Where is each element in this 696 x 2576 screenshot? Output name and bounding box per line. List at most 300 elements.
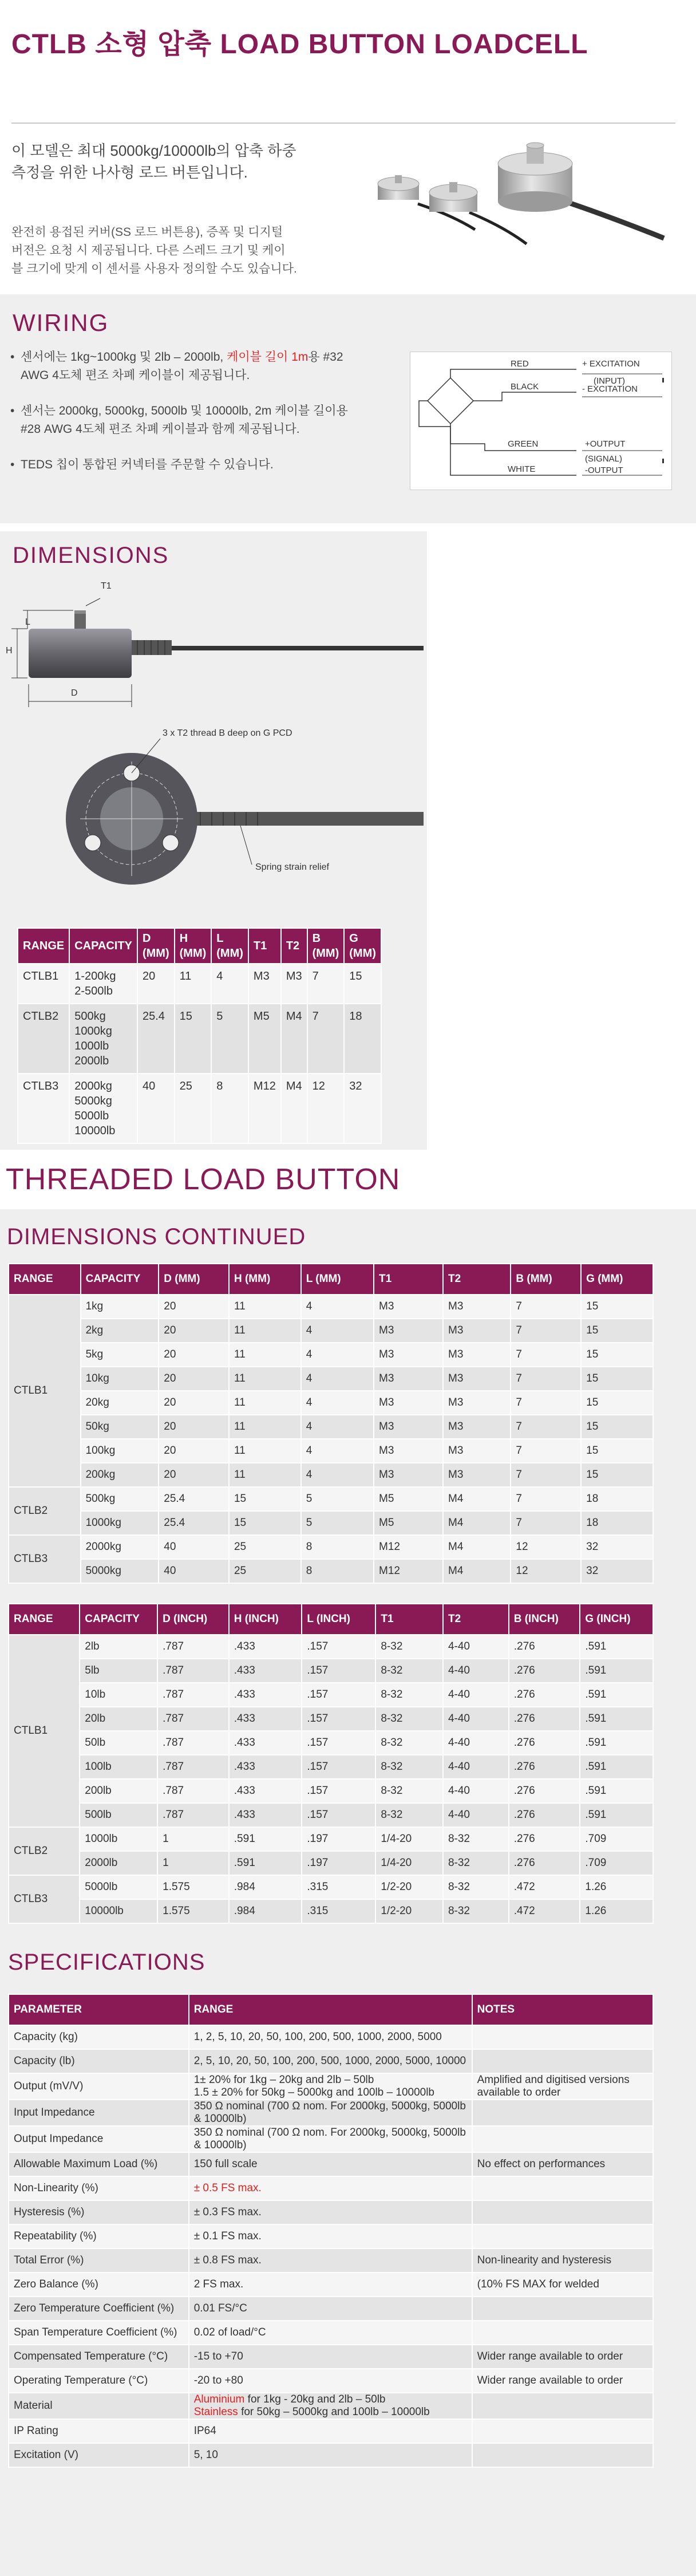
table-cell: 15 (581, 1439, 653, 1463)
table-header-cell: T1 (375, 1604, 443, 1635)
table-header-cell: H (MM) (175, 928, 212, 964)
table-cell: 18 (344, 1004, 381, 1074)
table-cell: 8-32 (375, 1779, 443, 1803)
table-header-cell: G (INCH) (580, 1604, 653, 1635)
table-cell: .276 (509, 1683, 580, 1707)
table-header-cell: RANGE (189, 1994, 472, 2025)
table-cell: .787 (157, 1755, 229, 1779)
spec-row (9, 2224, 653, 2248)
table-cell: 8-32 (375, 1635, 443, 1659)
range-group-cell: CTLB3 (9, 1535, 81, 1583)
table-cell: M3 (374, 1367, 443, 1391)
spec-range: 0.02 of load/°C (189, 2321, 472, 2345)
table-row (9, 1511, 653, 1535)
table-row (9, 1899, 653, 1923)
product-photo (366, 135, 687, 261)
table-cell: 2000lb (80, 1851, 157, 1875)
table-cell: M3 (443, 1391, 511, 1415)
table-cell: 1000lb (80, 1827, 157, 1851)
table-cell: .591 (229, 1851, 302, 1875)
table-cell: .787 (157, 1779, 229, 1803)
spec-parameter: Hysteresis (%) (9, 2200, 189, 2224)
table-cell: 20 (159, 1463, 229, 1487)
table-row (9, 1343, 653, 1367)
table-cell: .157 (302, 1683, 375, 1707)
table-header-cell: L (INCH) (302, 1604, 375, 1635)
spec-notes (472, 2126, 653, 2152)
table-cell: 7 (307, 1004, 345, 1074)
table-cell: 4-40 (443, 1755, 509, 1779)
table-cell: .433 (229, 1635, 302, 1659)
table-cell: M4 (281, 1074, 307, 1143)
table-cell: .433 (229, 1731, 302, 1755)
table-cell: M12 (248, 1074, 281, 1143)
table-cell: 50lb (80, 1731, 157, 1755)
table-cell: .787 (157, 1635, 229, 1659)
table-cell: 20 (159, 1295, 229, 1319)
table-row (9, 1731, 653, 1755)
table-cell: 7 (511, 1319, 581, 1343)
table-cell: 25.4 (137, 1004, 175, 1074)
table-cell: M12 (374, 1535, 443, 1559)
table-cell: 4 (301, 1415, 374, 1439)
dimensions-heading: DIMENSIONS (13, 543, 169, 568)
spec-row (9, 2100, 653, 2126)
table-header-row (9, 1994, 653, 2025)
table-cell: 10000lb (80, 1899, 157, 1923)
table-cell: 500lb (80, 1803, 157, 1827)
table-cell: 5000kg (81, 1559, 159, 1583)
range-group-cell: CTLB1 (9, 1635, 80, 1827)
table-cell: .433 (229, 1779, 302, 1803)
table-cell: .157 (302, 1803, 375, 1827)
table-cell: .276 (509, 1851, 580, 1875)
table-cell: 2lb (80, 1635, 157, 1659)
spec-parameter: Allowable Maximum Load (%) (9, 2152, 189, 2176)
spec-row (9, 2321, 653, 2345)
table-cell: 7 (511, 1487, 581, 1511)
table-cell: 1.26 (580, 1875, 653, 1899)
table-cell: 7 (307, 964, 345, 1004)
table-cell: .433 (229, 1755, 302, 1779)
spec-parameter: Total Error (%) (9, 2248, 189, 2273)
spec-highlight: Aluminium (193, 2393, 245, 2405)
table-cell: M3 (443, 1367, 511, 1391)
table-cell: 2000kg (81, 1535, 159, 1559)
table-row (9, 1875, 653, 1899)
threaded-heading: THREADED LOAD BUTTON (6, 1163, 401, 1196)
table-cell: .315 (302, 1899, 375, 1923)
table-cell: 20 (137, 964, 175, 1004)
table-cell: 1.575 (157, 1899, 229, 1923)
table-cell: 20kg (81, 1391, 159, 1415)
table-row (9, 1463, 653, 1487)
intro-detail (11, 223, 297, 278)
label-d: D (71, 688, 78, 698)
table-cell: .591 (580, 1707, 653, 1731)
t1-stud (74, 613, 86, 629)
table-header-cell: D (INCH) (157, 1604, 229, 1635)
spec-parameter: Zero Balance (%) (9, 2273, 189, 2297)
table-cell: 20 (159, 1439, 229, 1463)
table-cell: 15 (581, 1367, 653, 1391)
table-cell: 12 (307, 1074, 345, 1143)
table-row (9, 1659, 653, 1683)
spec-parameter: Input Impedance (9, 2100, 189, 2126)
table-cell: 11 (229, 1343, 301, 1367)
table-cell: 20lb (80, 1707, 157, 1731)
table-cell: 12 (511, 1535, 581, 1559)
table-cell: M3 (443, 1295, 511, 1319)
table-header-cell: RANGE (9, 1604, 80, 1635)
table-cell: .591 (580, 1755, 653, 1779)
table-cell: .157 (302, 1659, 375, 1683)
table-cell: M3 (374, 1295, 443, 1319)
table-cell: M3 (374, 1391, 443, 1415)
wiring-heading: WIRING (13, 309, 109, 336)
table-row (9, 1319, 653, 1343)
table-cell: 1/2-20 (375, 1875, 443, 1899)
table-cell: 7 (511, 1463, 581, 1487)
spec-parameter: Zero Temperature Coefficient (%) (9, 2297, 189, 2321)
spec-row (9, 2025, 653, 2049)
spec-highlight: Stainless (193, 2406, 238, 2418)
table-cell: .709 (580, 1827, 653, 1851)
table-cell: .472 (509, 1899, 580, 1923)
table-cell: 15 (229, 1511, 301, 1535)
table-row (9, 1803, 653, 1827)
table-cell: M12 (374, 1559, 443, 1583)
table-cell: M3 (374, 1415, 443, 1439)
table-cell: 15 (175, 1004, 212, 1074)
spec-notes: Non-linearity and hysteresis (472, 2248, 653, 2273)
spec-parameter: Capacity (kg) (9, 2025, 189, 2049)
table-cell: .591 (580, 1635, 653, 1659)
spec-parameter: Repeatability (%) (9, 2224, 189, 2248)
intro-detail-line: 블 크기에 맞게 이 센서를 사용자 정의할 수도 있습니다. (11, 262, 297, 275)
table-cell: 8-32 (443, 1875, 509, 1899)
table-cell: 1.26 (580, 1899, 653, 1923)
table-cell: 200lb (80, 1779, 157, 1803)
spec-row (9, 2200, 653, 2224)
table-cell: 40 (159, 1535, 229, 1559)
table-header-cell: L (MM) (211, 928, 248, 964)
table-cell: 4 (301, 1295, 374, 1319)
table-cell: .787 (157, 1731, 229, 1755)
dim-cont-heading: DIMENSIONS CONTINUED (7, 1224, 306, 1249)
table-cell: M3 (248, 964, 281, 1004)
table-cell: 7 (511, 1295, 581, 1319)
table-header-cell: RANGE (18, 928, 69, 964)
spec-notes (472, 2224, 653, 2248)
table-cell: CTLB1 (18, 964, 69, 1004)
label-h: H (6, 646, 13, 656)
table-cell: 7 (511, 1391, 581, 1415)
table-cell: 11 (229, 1415, 301, 1439)
table-row (9, 1535, 653, 1559)
table-cell: 4 (301, 1439, 374, 1463)
table-cell: .157 (302, 1731, 375, 1755)
table-cell: 7 (511, 1439, 581, 1463)
spec-range: 5, 10 (189, 2443, 472, 2467)
table-cell: 10kg (81, 1367, 159, 1391)
table-header-cell: RANGE (9, 1264, 81, 1295)
table-cell: 100lb (80, 1755, 157, 1779)
table-cell: 1-200kg 2-500lb (69, 964, 137, 1004)
spec-row (9, 2073, 653, 2100)
dimensions-table (17, 928, 382, 1144)
table-row (18, 1074, 381, 1143)
spec-parameter: Non-Linearity (%) (9, 2176, 189, 2200)
spec-parameter: Span Temperature Coefficient (%) (9, 2321, 189, 2345)
table-cell: M4 (443, 1487, 511, 1511)
table-cell: 1 (157, 1851, 229, 1875)
table-cell: M3 (443, 1343, 511, 1367)
table-cell: 4 (301, 1343, 374, 1367)
table-header-cell: H (INCH) (229, 1604, 302, 1635)
spec-row (9, 2176, 653, 2200)
table-cell: .276 (509, 1779, 580, 1803)
table-cell: 32 (581, 1535, 653, 1559)
table-cell: 8-32 (375, 1683, 443, 1707)
input-label: (INPUT) (594, 376, 625, 386)
wiring-diagram (410, 352, 672, 490)
spec-notes: Wider range available to order (472, 2345, 653, 2369)
table-cell: 7 (511, 1343, 581, 1367)
table-cell: 11 (229, 1319, 301, 1343)
table-header-cell: D (MM) (137, 928, 175, 964)
spec-parameter: Capacity (lb) (9, 2049, 189, 2073)
table-cell: 4 (301, 1319, 374, 1343)
intro-lead (11, 140, 296, 183)
table-cell: 25 (229, 1559, 301, 1583)
table-cell: 11 (229, 1295, 301, 1319)
range-group-cell: CTLB3 (9, 1875, 80, 1923)
table-cell: 18 (581, 1511, 653, 1535)
wire-green-label: GREEN (508, 439, 539, 449)
exc-pos-label: + EXCITATION (582, 359, 640, 369)
spec-range: 2, 5, 10, 20, 50, 100, 200, 500, 1000, 2000, 5000, 10000 (189, 2049, 472, 2073)
table-cell: 100kg (81, 1439, 159, 1463)
table-header-cell: B (MM) (511, 1264, 581, 1295)
table-cell: .276 (509, 1755, 580, 1779)
spec-row (9, 2152, 653, 2176)
spec-range: 1± 20% for 1kg – 20kg and 2lb – 50lb 1.5 ± 20% for 50kg – 5000kg and 100lb – 10000lb (189, 2073, 472, 2100)
table-cell: 11 (229, 1439, 301, 1463)
table-cell: 2000kg 5000kg 5000lb 10000lb (69, 1074, 137, 1143)
table-cell: 25 (229, 1535, 301, 1559)
table-cell: 25 (175, 1074, 212, 1143)
table-cell: M4 (443, 1535, 511, 1559)
table-cell: 1/4-20 (375, 1827, 443, 1851)
table-cell: 20 (159, 1319, 229, 1343)
spec-notes (472, 2419, 653, 2443)
intro-detail-line: 버전은 요청 시 제공됩니다. 다른 스레드 크기 및 케이 (11, 244, 286, 257)
table-header-cell: T2 (281, 928, 307, 964)
table-cell: .276 (509, 1659, 580, 1683)
table-cell: 25.4 (159, 1511, 229, 1535)
spec-parameter: Output Impedance (9, 2126, 189, 2152)
table-cell: 4-40 (443, 1683, 509, 1707)
table-cell: 4-40 (443, 1707, 509, 1731)
table-cell: M3 (374, 1343, 443, 1367)
table-cell: M5 (374, 1487, 443, 1511)
spec-parameter: Compensated Temperature (°C) (9, 2345, 189, 2369)
table-cell: 200kg (81, 1463, 159, 1487)
table-cell: 12 (511, 1559, 581, 1583)
table-header-cell: T1 (374, 1264, 443, 1295)
table-cell: .157 (302, 1635, 375, 1659)
table-cell: M3 (443, 1415, 511, 1439)
table-cell: .315 (302, 1875, 375, 1899)
range-group-cell: CTLB1 (9, 1295, 81, 1487)
table-cell: 5kg (81, 1343, 159, 1367)
table-cell: 11 (229, 1463, 301, 1487)
table-cell: .472 (509, 1875, 580, 1899)
spec-parameter: Operating Temperature (°C) (9, 2369, 189, 2393)
table-header-cell: L (MM) (301, 1264, 374, 1295)
table-cell: 4-40 (443, 1659, 509, 1683)
table-cell: 4 (301, 1367, 374, 1391)
table-cell: 8-32 (443, 1899, 509, 1923)
table-cell: 8-32 (375, 1731, 443, 1755)
table-header-cell: CAPACITY (81, 1264, 159, 1295)
table-cell: 40 (137, 1074, 175, 1143)
table-cell: .591 (229, 1827, 302, 1851)
table-header-cell: B (INCH) (509, 1604, 580, 1635)
table-cell: 1kg (81, 1295, 159, 1319)
table-cell: 15 (344, 964, 381, 1004)
table-cell: 15 (581, 1295, 653, 1319)
table-cell: .787 (157, 1707, 229, 1731)
table-cell: .276 (509, 1707, 580, 1731)
spec-range (189, 2393, 472, 2419)
table-cell: 11 (229, 1391, 301, 1415)
spec-parameter: Material (9, 2393, 189, 2419)
spec-row (9, 2345, 653, 2369)
table-cell: 5lb (80, 1659, 157, 1683)
spec-range: 2 FS max. (189, 2273, 472, 2297)
table-cell: 20 (159, 1415, 229, 1439)
table-cell: .157 (302, 1755, 375, 1779)
table-cell: .591 (580, 1803, 653, 1827)
table-cell: 8 (301, 1535, 374, 1559)
table-row (9, 1439, 653, 1463)
spec-row (9, 2419, 653, 2443)
table-cell: 5 (211, 1004, 248, 1074)
spec-parameter: IP Rating (9, 2419, 189, 2443)
table-header-cell: CAPACITY (69, 928, 137, 964)
table-cell: .276 (509, 1731, 580, 1755)
table-cell: M3 (443, 1439, 511, 1463)
spec-parameter: Excitation (V) (9, 2443, 189, 2467)
table-cell: 4 (211, 964, 248, 1004)
table-cell: 8 (301, 1559, 374, 1583)
spec-notes: No effect on performances (472, 2152, 653, 2176)
exc-neg-label: - EXCITATION (582, 384, 638, 394)
spec-range: 350 Ω nominal (700 Ω nom. For 2000kg, 5000kg, 5000lb & 10000lb) (189, 2100, 472, 2126)
table-row (9, 1415, 653, 1439)
table-cell: 5 (301, 1511, 374, 1535)
table-row (9, 1295, 653, 1319)
signal-label: (SIGNAL) (585, 454, 623, 464)
table-cell: 10lb (80, 1683, 157, 1707)
specs-heading: SPECIFICATIONS (8, 1950, 205, 1975)
table-cell: 2kg (81, 1319, 159, 1343)
table-cell: 15 (581, 1415, 653, 1439)
wiring-text: 센서에는 1kg~1000kg 및 2lb – 2000lb, (21, 350, 227, 364)
table-header-cell: B (MM) (307, 928, 345, 964)
table-cell: M3 (443, 1319, 511, 1343)
table-header-row (9, 1604, 653, 1635)
table-cell: 1 (157, 1827, 229, 1851)
body-side (29, 629, 132, 678)
spec-text: for 50kg – 5000kg and 100lb – 10000lb (238, 2406, 430, 2418)
table-cell: M3 (374, 1463, 443, 1487)
table-cell: 25.4 (159, 1487, 229, 1511)
table-cell: .709 (580, 1851, 653, 1875)
table-row (9, 1683, 653, 1707)
table-cell: 500kg (81, 1487, 159, 1511)
table-cell: M3 (281, 964, 307, 1004)
spec-text: for 1kg - 20kg and 2lb – 50lb (244, 2393, 386, 2405)
table-cell: .197 (302, 1827, 375, 1851)
range-group-cell: CTLB2 (9, 1487, 81, 1535)
label-l: L (25, 617, 30, 627)
table-cell: 32 (581, 1559, 653, 1583)
intro-detail-line: 완전히 용접된 커버(SS 로드 버튼용), 증폭 및 디지털 (11, 226, 283, 239)
table-cell: .197 (302, 1851, 375, 1875)
table-cell: 4-40 (443, 1779, 509, 1803)
spec-parameter: Output (mV/V) (9, 2073, 189, 2100)
table-row (9, 1827, 653, 1851)
spec-range: 0.01 FS/°C (189, 2297, 472, 2321)
table-cell: M5 (374, 1511, 443, 1535)
table-cell: .433 (229, 1803, 302, 1827)
wire-red-label: RED (511, 359, 529, 369)
spec-range: ± 0.8 FS max. (189, 2248, 472, 2273)
table-cell: 40 (159, 1559, 229, 1583)
spec-range: ± 0.3 FS max. (189, 2200, 472, 2224)
table-row (9, 1755, 653, 1779)
table-cell: .984 (229, 1875, 302, 1899)
table-header-cell: NOTES (472, 1994, 653, 2025)
table-cell: M3 (374, 1319, 443, 1343)
table-cell: M4 (443, 1511, 511, 1535)
wiring-highlight: 케이블 길이 1m (227, 350, 309, 364)
table-cell: 18 (581, 1487, 653, 1511)
table-cell: 4 (301, 1391, 374, 1415)
table-header-cell: T1 (248, 928, 281, 964)
table-cell: .984 (229, 1899, 302, 1923)
table-header-cell: D (MM) (159, 1264, 229, 1295)
table-cell: M4 (281, 1004, 307, 1074)
spec-notes: Wider range available to order (472, 2369, 653, 2393)
table-cell: .276 (509, 1635, 580, 1659)
table-cell: .157 (302, 1707, 375, 1731)
spec-range: 1, 2, 5, 10, 20, 50, 100, 200, 500, 1000, 2000, 5000 (189, 2025, 472, 2049)
intro-lead-line: 측정을 위한 나사형 로드 버튼입니다. (11, 164, 248, 181)
table-cell: 5000lb (80, 1875, 157, 1899)
spec-row (9, 2297, 653, 2321)
table-cell: 8-32 (443, 1851, 509, 1875)
spec-range: -15 to +70 (189, 2345, 472, 2369)
dimensions-inch-table (8, 1603, 654, 1924)
label-relief: Spring strain relief (255, 862, 329, 872)
spec-range: 150 full scale (189, 2152, 472, 2176)
table-header-cell: PARAMETER (9, 1994, 189, 2025)
table-header-cell: H (MM) (229, 1264, 301, 1295)
